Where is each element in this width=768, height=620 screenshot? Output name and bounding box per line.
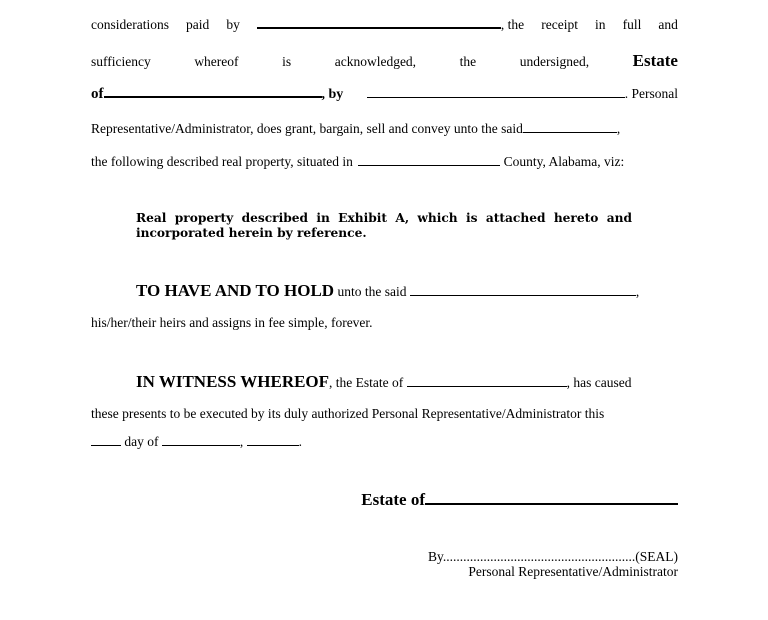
witness-end: , has caused (566, 375, 632, 390)
text-county: County, Alabama, viz: (503, 154, 625, 169)
habendum-line (136, 281, 678, 301)
habendum-text: unto the said (337, 284, 407, 299)
grantee-blank (523, 131, 617, 133)
witness-continuation: these presents to be executed by its duly authorized Personal Representative/Administrator this (91, 406, 605, 421)
exhibit-paragraph: Real property described in Exhibit A, which is attached hereto and incorporated herein by reference. (136, 211, 632, 240)
text-date-period: . (298, 434, 302, 449)
text-conveyance: Representative/Administrator, does grant, bargain, sell and convey unto the said (91, 121, 523, 136)
text-the: , the (500, 17, 525, 32)
text-sufficiency: sufficiency (91, 54, 151, 69)
habendum-comma: , (635, 284, 640, 299)
month-blank (162, 444, 240, 446)
conveyance-line (91, 121, 678, 137)
representative-blank (367, 96, 625, 98)
text-receipt: receipt (541, 17, 578, 32)
text-undersigned: undersigned, (519, 54, 590, 69)
habendum-blank (410, 294, 636, 296)
text-whereof: whereof (194, 54, 239, 69)
witness-heading: IN WITNESS WHEREOF (136, 372, 330, 391)
text-acknowledged: acknowledged, (334, 54, 417, 69)
habendum-heading: TO HAVE AND TO HOLD (136, 281, 335, 300)
text-comma: , (616, 121, 621, 136)
text-and: and (658, 17, 678, 32)
consideration-line (91, 17, 678, 33)
text-estate: Estate (632, 51, 678, 70)
witness-estate-blank (407, 385, 567, 387)
county-line (91, 154, 678, 170)
text-personal: . Personal (624, 86, 678, 101)
text-by: by (226, 17, 240, 32)
text-day-of: day of (124, 434, 159, 449)
text-considerations: considerations (91, 17, 169, 32)
grantor-blank (257, 26, 501, 29)
year-blank (247, 444, 299, 446)
text-is: is (282, 54, 292, 69)
acknowledgment-line (91, 51, 678, 71)
estate-signature (361, 490, 678, 510)
witness-text: , the Estate of (329, 375, 404, 390)
day-blank (91, 444, 121, 446)
witness-line (136, 372, 678, 392)
estate-name-blank (104, 95, 322, 98)
estate-signature-blank (425, 502, 678, 505)
county-blank (358, 164, 500, 166)
by-seal-line: By.........................................................(SEAL) (428, 549, 678, 564)
signer-title: Personal Representative/Administrator (468, 564, 678, 579)
text-the-2: the (459, 54, 477, 69)
text-date-comma: , (239, 434, 244, 449)
date-line (91, 434, 678, 450)
habendum-continuation: his/her/their heirs and assigns in fee simple, forever. (91, 315, 373, 330)
text-full: full (622, 17, 642, 32)
text-in: in (595, 17, 606, 32)
text-paid: paid (186, 17, 210, 32)
text-situated: the following described real property, situated in (91, 154, 353, 169)
estate-of-label: Estate of (361, 490, 425, 509)
estate-line (91, 86, 678, 103)
text-of: of (91, 86, 104, 102)
text-comma-by: , by (321, 87, 344, 102)
